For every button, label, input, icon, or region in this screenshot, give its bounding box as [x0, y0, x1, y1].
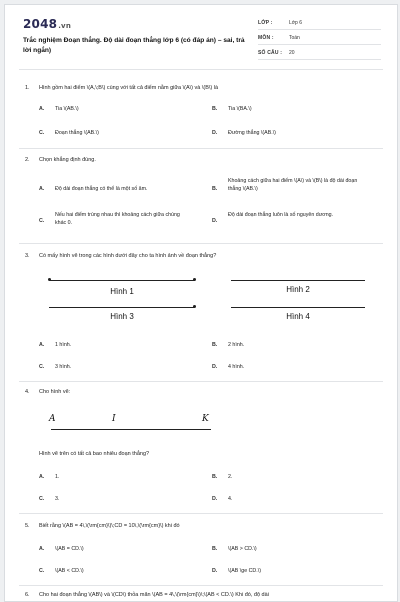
divider [19, 585, 383, 586]
figure-3-line [49, 307, 195, 308]
point-a-label: A [49, 414, 56, 424]
figure-1-endpoint [193, 278, 196, 281]
divider [19, 69, 383, 70]
figure-1-label: Hình 1 [110, 287, 134, 296]
divider [19, 243, 383, 244]
meta-subject: MÔN : Toán [258, 33, 381, 45]
figure-3-label: Hình 3 [110, 312, 134, 321]
figure-1-endpoint [48, 278, 51, 281]
question-5: 5. Biết rằng \(AB = 4\,\(\rm{cm}\)\;CD = 10\,\(\rm{cm}\) khi đó [25, 523, 180, 529]
site-logo[interactable]: 2048.vn [23, 17, 72, 31]
question-2: 2. Chọn khẳng định đúng. [25, 157, 96, 163]
segment-aik [51, 429, 211, 430]
divider [19, 513, 383, 514]
divider [19, 148, 383, 149]
figure-4-label: Hình 4 [286, 312, 310, 321]
divider [19, 381, 383, 382]
page-title: Trắc nghiệm Đoạn thẳng. Độ dài đoạn thẳng lớp 6 (có đáp án) – sai, trả lời ngắn) [23, 37, 245, 54]
point-k-label: K [202, 414, 209, 424]
question-4-subtext: Hình vẽ trên có tất cả bao nhiêu đoạn thẳng? [39, 451, 150, 457]
meta-count: SỐ CÂU : 20 [258, 48, 381, 60]
question-4: 4. Cho hình vẽ: [25, 389, 71, 395]
figure-4-line [231, 307, 365, 308]
figure-1-line [49, 280, 195, 281]
question-6: 6. Cho hai đoạn thẳng \(AB\) và \(CD\) thỏa mãn \(AB = 4\,\(\rm{cm}\)\;\(AB < CD.\) Khi đó, độ dài [25, 592, 269, 598]
document-page: 2048.vn Trắc nghiệm Đoạn thẳng. Độ dài đoạn thẳng lớp 6 (có đáp án) – sai, trả lời ngắn) LỚP : Lớp 6 MÔN : Toán SỐ CÂU : 20 1. Hình gồm hai điểm \(A,\;B\) cùng với tất cả điểm nằm giữa \(A\) và \(B\) là A. Tia \(AB.\) B. Tia \(BA.\) C. Đoạn thẳng \(AB.\) D. Đường thẳng \(AB.\) 2. Chọn khẳng định đúng. A. Độ dài đoạn thẳng có thể là một số âm. B. Khoảng cách giữa hai điểm \(A\) và \(B\) là độ dài đoạn thẳng \(AB.\) C. Nếu hai điểm trùng nhau thì khoảng cách giữa chúng khác 0. D. Độ dài đoạn thẳng luôn là số nguyên dương. 3. Có mấy hình vẽ trong các hình dưới đây cho ta hình ảnh về đoạn thẳng? Hình 1 Hình 2 Hình 3 Hình 4 A. 1 hình. B. 2 hình. C. 3 hình. D. 4 hình. 4. Cho hình vẽ: A I K Hình vẽ trên có tất cả bao nhiêu đoạn thẳng? A. 1. B. 2. C. 3. D. 4. 5. Biết rằng \(AB = 4\,\(\rm{cm}\)\;CD = 10\,\(\rm{cm}\) khi đó A. \(AB = CD.\) B. \(AB > CD.\) C. \(AB < CD.\) D. \(AB \ge CD.\) 6. Cho hai đoạn thẳng \(AB\) và \(CD\) thỏa mãn \(AB = 4\,\(\rm{cm}\)\;\(AB < CD.\) Khi đó, độ dài [4, 4, 398, 602]
point-i-label: I [112, 414, 116, 424]
question-3: 3. Có mấy hình vẽ trong các hình dưới đây cho ta hình ảnh về đoạn thẳng? [25, 253, 217, 259]
figure-2-line [231, 280, 365, 281]
figure-2-label: Hình 2 [286, 285, 310, 294]
meta-class: LỚP : Lớp 6 [258, 18, 381, 30]
question-1: 1. Hình gồm hai điểm \(A,\;B\) cùng với tất cả điểm nằm giữa \(A\) và \(B\) là [25, 85, 219, 91]
figure-3-endpoint [193, 305, 196, 308]
